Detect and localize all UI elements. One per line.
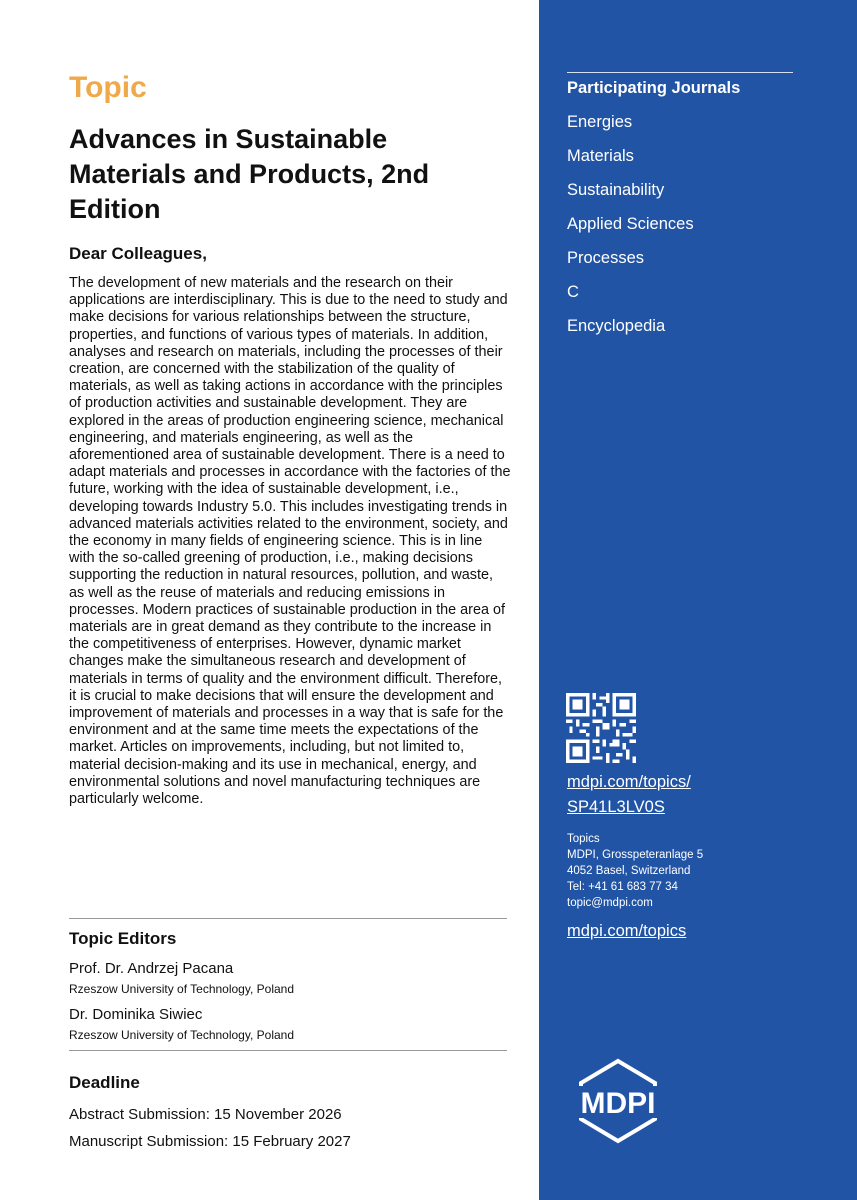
address-line: MDPI, Grosspeteranlage 5 (567, 849, 704, 861)
mdpi-logo-icon (567, 1058, 669, 1144)
publisher-address (567, 831, 703, 911)
logo-text: MDPI (580, 1087, 656, 1120)
journal-link[interactable]: Encyclopedia (567, 317, 666, 335)
address-line: 4052 Basel, Switzerland (567, 865, 691, 877)
journals-heading: Participating Journals (567, 79, 741, 97)
topic-page-link[interactable]: SP41L3LV0S (567, 798, 665, 816)
manuscript-deadline: Manuscript Submission: 15 February 2027 (69, 1133, 351, 1150)
sidebar (539, 0, 857, 1200)
journal-link[interactable]: Processes (567, 249, 645, 267)
editor-affiliation: Rzeszow University of Technology, Poland (69, 1028, 294, 1042)
editor-name: Prof. Dr. Andrzej Pacana (69, 960, 234, 977)
journal-link[interactable]: Sustainability (567, 181, 665, 199)
page-title: Advances in Sustainable Materials and Products, 2nd Edition (69, 124, 430, 224)
deadline-heading: Deadline (69, 1073, 140, 1092)
editor-name: Dr. Dominika Siwiec (69, 1006, 203, 1023)
topic-label: Topic (69, 71, 147, 104)
divider (69, 1050, 507, 1051)
address-line: topic@mdpi.com (567, 897, 653, 909)
address-line: Tel: +41 61 683 77 34 (567, 881, 678, 893)
journal-link[interactable]: Materials (567, 147, 634, 165)
letter-greeting: Dear Colleagues, (69, 244, 207, 263)
journal-link[interactable]: Applied Sciences (567, 215, 694, 233)
journal-link[interactable]: C (567, 283, 579, 301)
editor-affiliation: Rzeszow University of Technology, Poland (69, 982, 294, 996)
qr-code-icon (566, 693, 636, 763)
letter-body: The development of new materials and the research on their applications are interdisciplinary. This is due to the need to study and make decisions for various relationships between the structure, properties, and functions of various types of materials. In addition, analyses and research on materials, including the processes of their creation, are concerned with the stabilization of the quality of materials, as well as taking actions in accordance with the principles of production activities and sustainable development. They are explored in the areas of production engineering science, mechanical engineering, and materials engineering, as well as the aforementioned area of sustainable development. There is a need to adapt materials and processes in accordance with the factories of the future, working with the idea of sustainable development, i.e., developing towards Industry 5.0. This includes investigating trends in advanced materials activities related to the environment, society, and the economy in many fields of engineering science. This is in line with the so-called greening of production, i.e., making decisions supporting the reduction in natural resources, pollution, and waste, as well as the reuse of materials and reducing emissions in processes. Modern practices of sustainable production in the area of materials are in great demand as they contribute to the increase in the competitiveness of enterprises. However, dynamic market changes make the simultaneous research and development of materials in terms of quality and the environment difficult. Therefore, it is crucial to make decisions that will ensure the development and improvement of materials and processes in a way that is safe for the environment and at the same time meets the expectations of the market. Articles on improvements, including, but not limited to, material decision-making and its use in mechanical, energy, and environmental solutions and novel manufacturing techniques are particularly welcome. (69, 275, 511, 808)
address-line: Topics (567, 833, 600, 845)
topic-page-link[interactable]: mdpi.com/topics/ (567, 773, 691, 791)
abstract-deadline: Abstract Submission: 15 November 2026 (69, 1106, 342, 1123)
editors-heading: Topic Editors (69, 929, 177, 948)
topics-link[interactable]: mdpi.com/topics (567, 922, 687, 940)
journal-link[interactable]: Energies (567, 113, 633, 131)
sidebar-divider (567, 72, 793, 73)
divider (69, 918, 507, 919)
